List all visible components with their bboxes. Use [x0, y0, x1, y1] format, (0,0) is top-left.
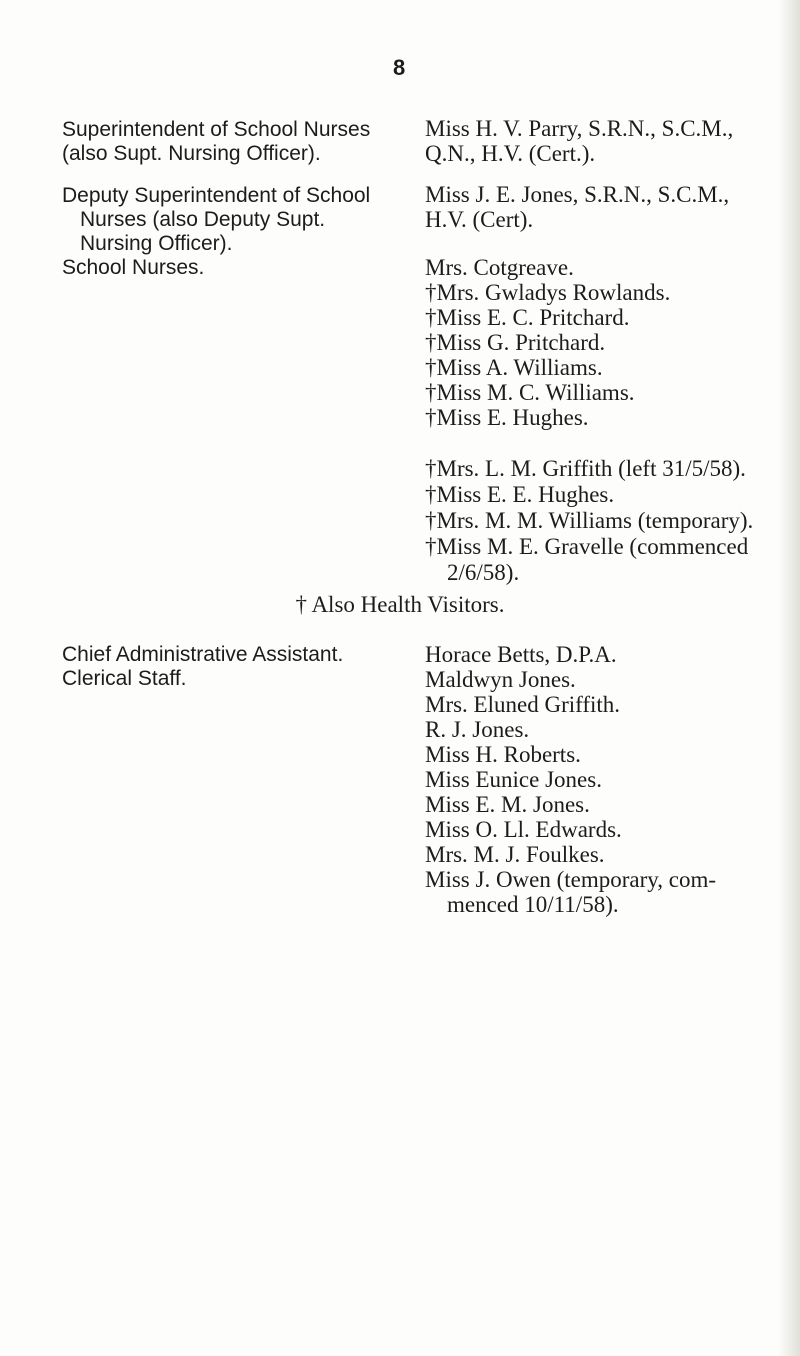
deputy-title-line-3: Nursing Officer).: [80, 232, 233, 255]
nurse-list-item: †Miss E. C. Pritchard.: [425, 305, 630, 330]
nurse-list-item: †Miss G. Pritchard.: [425, 330, 606, 355]
staff-list-item: Maldwyn Jones.: [425, 667, 576, 692]
nurse-list-item: †Mrs. Gwladys Rowlands.: [425, 280, 671, 305]
deputy-name-line-2: H.V. (Cert).: [425, 207, 534, 232]
clerical-staff-title: Clerical Staff.: [62, 667, 187, 690]
staff-list-item: Mrs. M. J. Foulkes.: [425, 842, 605, 867]
nurse-list-item: †Miss M. E. Gravelle (commenced: [425, 534, 749, 559]
superintendent-name-line-2: Q.N., H.V. (Cert.).: [425, 141, 596, 166]
staff-list-item: R. J. Jones.: [425, 717, 530, 742]
deputy-name-line-1: Miss J. E. Jones, S.R.N., S.C.M.,: [425, 182, 730, 207]
staff-list-item: Mrs. Eluned Griffith.: [425, 692, 621, 717]
nurse-list-item: †Miss E. E. Hughes.: [425, 482, 615, 507]
health-visitors-footnote: † Also Health Visitors.: [295, 592, 505, 617]
staff-list-item: Miss H. Roberts.: [425, 742, 581, 767]
staff-list-item-continuation: menced 10/11/58).: [447, 892, 619, 917]
deputy-title-line-1: Deputy Superintendent of School: [62, 184, 371, 207]
staff-list-item: Miss O. Ll. Edwards.: [425, 817, 622, 842]
deputy-title-line-2: Nurses (also Deputy Supt.: [80, 208, 326, 231]
superintendent-title-line-1: Superintendent of School Nurses: [62, 118, 371, 141]
chief-admin-title: Chief Administrative Assistant.: [62, 643, 344, 666]
nurse-list-item: †Mrs. M. M. Williams (temporary).: [425, 508, 754, 533]
superintendent-title-line-2: (also Supt. Nursing Officer).: [62, 142, 321, 165]
nurse-list-item: Mrs. Cotgreave.: [425, 255, 574, 280]
nurse-list-item: †Miss M. C. Williams.: [425, 380, 635, 405]
nurse-list-item: †Miss E. Hughes.: [425, 405, 589, 430]
nurse-list-item-continuation: 2/6/58).: [447, 560, 520, 585]
staff-list-item: Miss Eunice Jones.: [425, 767, 602, 792]
nurse-list-item: †Mrs. L. M. Griffith (left 31/5/58).: [425, 456, 746, 481]
superintendent-name-line-1: Miss H. V. Parry, S.R.N., S.C.M.,: [425, 116, 734, 141]
staff-list-item: Miss J. Owen (temporary, com-: [425, 867, 717, 892]
staff-list-item: Miss E. M. Jones.: [425, 792, 590, 817]
page-number: 8: [393, 55, 406, 80]
school-nurses-heading: School Nurses.: [62, 256, 205, 279]
staff-list-item: Horace Betts, D.P.A.: [425, 642, 617, 667]
nurse-list-item: †Miss A. Williams.: [425, 355, 603, 380]
page-edge-shadow: [778, 0, 800, 1356]
